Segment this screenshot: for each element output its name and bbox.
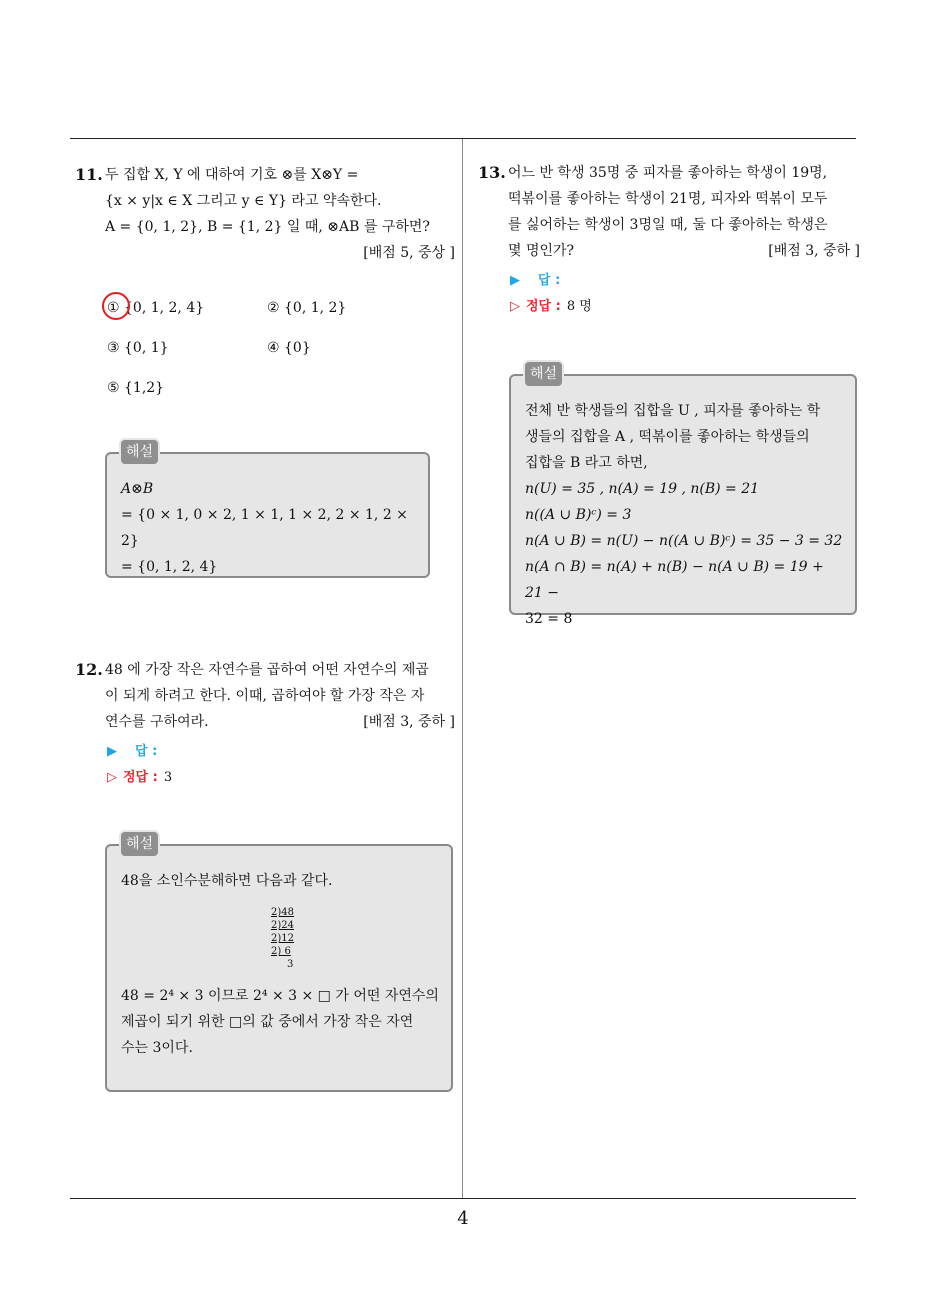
choice-3[interactable]: ③ {0, 1} — [107, 340, 169, 356]
solution-box-12 — [105, 836, 453, 1092]
solution-line: 수는 3이다. — [121, 1040, 193, 1056]
division-row: 3 — [287, 959, 294, 970]
score-meta: [배점 3, 중하 ] — [768, 243, 860, 259]
solution-tag: 해설 — [119, 438, 160, 466]
question-line: {x × y|x ∈ X 그리고 y ∈ Y} 라고 약속한다. — [105, 193, 382, 209]
solution-line: 제곱이 되기 위한 □의 값 중에서 가장 작은 자연 — [121, 1014, 414, 1030]
play-icon: ▶ — [107, 744, 117, 759]
prime-factorization-table — [271, 906, 439, 971]
question-number: 12. — [75, 660, 103, 679]
correct-label: 정답 : — [123, 770, 158, 785]
page-number: 4 — [457, 1208, 469, 1229]
choice-list — [107, 288, 427, 408]
solution-tag: 해설 — [119, 830, 160, 858]
score-meta: [배점 3, 중하 ] — [363, 714, 455, 730]
division-row: 2)12 — [271, 933, 294, 944]
solution-line: n(A ∩ B) = n(A) + n(B) − n(A ∪ B) = 19 + 21 − — [525, 559, 824, 601]
solution-line: A⊗B — [121, 481, 154, 497]
answer-label: 답 : — [135, 744, 158, 759]
solution-line: n(A ∪ B) = n(U) − n((A ∪ B)ᶜ) = 35 − 3 = 32 — [525, 533, 843, 549]
question-line: 연수를 구하여라. — [105, 714, 209, 730]
question-line: A = {0, 1, 2}, B = {1, 2} 일 때, ⊗AB 를 구하면? — [105, 219, 430, 235]
correct-label: 정답 : — [526, 299, 561, 314]
question-line: 두 집합 X, Y 에 대하여 기호 ⊗를 X⊗Y = — [105, 167, 359, 183]
question-text — [105, 657, 455, 735]
bottom-rule — [70, 1198, 856, 1199]
division-row: 2)24 — [271, 920, 294, 931]
question-line: 48 에 가장 작은 자연수를 곱하여 어떤 자연수의 제곱 — [105, 662, 429, 678]
solution-box-11 — [105, 444, 430, 578]
question-12 — [75, 657, 455, 791]
solution-line: 집합을 B 라고 하면, — [525, 455, 648, 471]
question-text — [105, 162, 455, 266]
solution-line: n(U) = 35 , n(A) = 19 , n(B) = 21 — [525, 481, 760, 497]
answer-label: 답 : — [538, 273, 561, 288]
correct-value: 3 — [163, 770, 173, 785]
question-number: 13. — [478, 163, 506, 182]
solution-tag: 해설 — [523, 360, 564, 388]
division-row: 2) 6 — [271, 946, 291, 957]
solution-box-13 — [509, 366, 857, 627]
triangle-outline-icon: ▷ — [510, 299, 520, 314]
column-divider — [462, 139, 463, 1199]
question-line: 를 싫어하는 학생이 3명일 때, 둘 다 좋아하는 학생은 — [508, 217, 828, 233]
choice-1[interactable]: ① {0, 1, 2, 4} — [107, 295, 267, 321]
play-icon: ▶ — [510, 273, 520, 288]
question-line: 어느 반 학생 35명 중 피자를 좋아하는 학생이 19명, — [508, 165, 828, 181]
question-line: 몇 명인가? — [508, 243, 575, 259]
question-number: 11. — [75, 165, 103, 184]
correct-answer — [510, 294, 860, 320]
answer-field[interactable] — [107, 739, 455, 765]
solution-line: = {0, 1, 2, 4} — [121, 559, 218, 575]
triangle-outline-icon: ▷ — [107, 770, 117, 785]
choice-5[interactable]: ⑤ {1,2} — [107, 380, 165, 396]
top-rule — [70, 138, 856, 139]
solution-line: 전체 반 학생들의 집합을 U , 피자를 좋아하는 학 — [525, 403, 821, 419]
question-text — [508, 160, 860, 264]
correct-answer — [107, 765, 455, 791]
division-row: 2)48 — [271, 907, 294, 918]
solution-line: 48 = 2⁴ × 3 이므로 2⁴ × 3 × □ 가 어떤 자연수의 — [121, 988, 439, 1004]
question-13 — [478, 160, 860, 320]
question-line: 떡볶이를 좋아하는 학생이 21명, 피자와 떡볶이 모두 — [508, 191, 828, 207]
solution-line: n((A ∪ B)ᶜ) = 3 — [525, 507, 632, 523]
selected-circle-icon — [102, 292, 130, 320]
answer-field[interactable] — [510, 268, 860, 294]
choice-2[interactable]: ② {0, 1, 2} — [267, 300, 347, 316]
solution-intro: 48을 소인수분해하면 다음과 같다. — [121, 873, 333, 889]
question-line: 이 되게 하려고 한다. 이때, 곱하여야 할 가장 작은 자 — [105, 688, 425, 704]
solution-line: 32 = 8 — [525, 611, 573, 627]
question-11 — [75, 162, 455, 408]
choice-4[interactable]: ④ {0} — [267, 340, 311, 356]
correct-value: 8 명 — [566, 299, 592, 314]
score-meta: [배점 5, 중상 ] — [363, 245, 455, 261]
solution-line: 생들의 집합을 A , 떡볶이를 좋아하는 학생들의 — [525, 429, 810, 445]
solution-line: = {0 × 1, 0 × 2, 1 × 1, 1 × 2, 2 × 1, 2 × 2} — [121, 507, 408, 549]
